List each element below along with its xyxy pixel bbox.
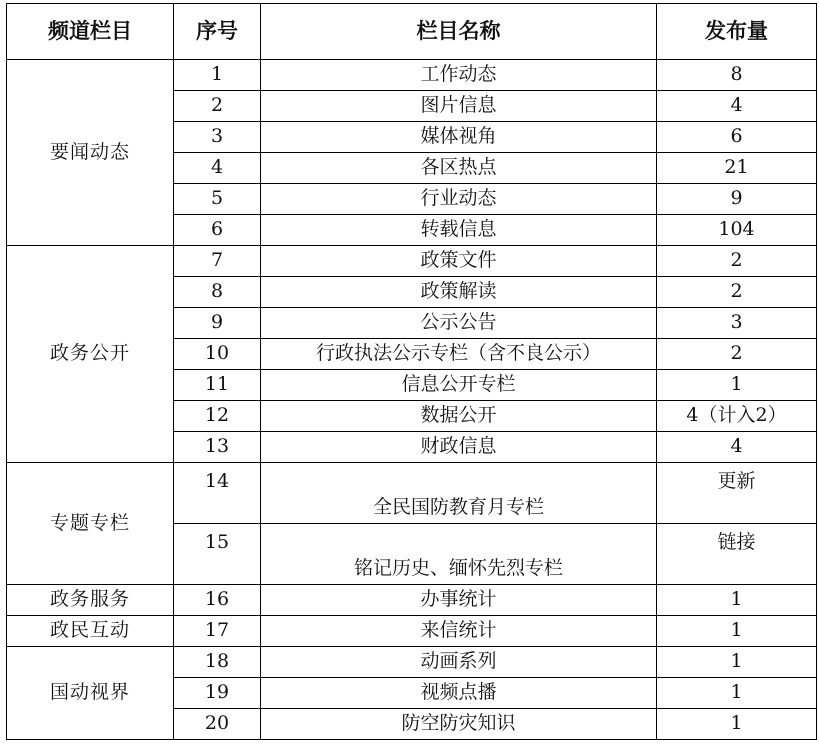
row-count: 链接 bbox=[657, 524, 817, 585]
row-name: 各区热点 bbox=[261, 153, 657, 184]
table-row bbox=[7, 585, 817, 616]
row-no: 7 bbox=[174, 246, 261, 277]
row-name: 来信统计 bbox=[261, 616, 657, 647]
row-count: 6 bbox=[657, 122, 817, 153]
row-no: 16 bbox=[174, 585, 261, 616]
row-count: 3 bbox=[657, 308, 817, 339]
row-name: 视频点播 bbox=[261, 678, 657, 709]
row-name: 信息公开专栏 bbox=[261, 370, 657, 401]
channel-cell: 政务服务 bbox=[7, 585, 174, 616]
row-count: 21 bbox=[657, 153, 817, 184]
table-row bbox=[7, 246, 817, 277]
row-no: 1 bbox=[174, 60, 261, 91]
row-no: 18 bbox=[174, 647, 261, 678]
row-name: 媒体视角 bbox=[261, 122, 657, 153]
row-count: 1 bbox=[657, 678, 817, 709]
header-channel: 频道栏目 bbox=[7, 4, 174, 60]
publication-stats-table bbox=[6, 3, 817, 740]
table-row bbox=[7, 463, 817, 524]
row-count: 1 bbox=[657, 647, 817, 678]
channel-cell: 政民互动 bbox=[7, 616, 174, 647]
header-row bbox=[7, 4, 817, 60]
table-row bbox=[7, 616, 817, 647]
row-count: 9 bbox=[657, 184, 817, 215]
row-no: 15 bbox=[174, 524, 261, 585]
row-no: 6 bbox=[174, 215, 261, 246]
row-name: 办事统计 bbox=[261, 585, 657, 616]
row-count: 104 bbox=[657, 215, 817, 246]
header-no: 序号 bbox=[174, 4, 261, 60]
row-name: 行业动态 bbox=[261, 184, 657, 215]
row-no: 19 bbox=[174, 678, 261, 709]
row-count: 4 bbox=[657, 91, 817, 122]
row-count: 8 bbox=[657, 60, 817, 91]
table-row bbox=[7, 647, 817, 678]
header-name: 栏目名称 bbox=[261, 4, 657, 60]
row-no: 13 bbox=[174, 432, 261, 463]
header-count: 发布量 bbox=[657, 4, 817, 60]
channel-cell: 专题专栏 bbox=[7, 463, 174, 585]
row-count: 2 bbox=[657, 277, 817, 308]
row-name: 公示公告 bbox=[261, 308, 657, 339]
row-no: 2 bbox=[174, 91, 261, 122]
row-name: 政策解读 bbox=[261, 277, 657, 308]
row-name: 政策文件 bbox=[261, 246, 657, 277]
row-no: 11 bbox=[174, 370, 261, 401]
row-count: 1 bbox=[657, 709, 817, 740]
row-count: 4 bbox=[657, 432, 817, 463]
row-name: 行政执法公示专栏（含不良公示） bbox=[261, 339, 657, 370]
row-no: 17 bbox=[174, 616, 261, 647]
row-no: 12 bbox=[174, 401, 261, 432]
row-name: 财政信息 bbox=[261, 432, 657, 463]
channel-cell: 国动视界 bbox=[7, 647, 174, 740]
row-name: 动画系列 bbox=[261, 647, 657, 678]
row-no: 9 bbox=[174, 308, 261, 339]
row-count: 1 bbox=[657, 585, 817, 616]
row-count: 2 bbox=[657, 246, 817, 277]
row-name: 工作动态 bbox=[261, 60, 657, 91]
row-no: 10 bbox=[174, 339, 261, 370]
row-count: 2 bbox=[657, 339, 817, 370]
row-count: 1 bbox=[657, 370, 817, 401]
row-name: 防空防灾知识 bbox=[261, 709, 657, 740]
table-row bbox=[7, 60, 817, 91]
row-count: 4（计入2） bbox=[657, 401, 817, 432]
row-name: 铭记历史、缅怀先烈专栏 bbox=[261, 524, 657, 585]
row-no: 5 bbox=[174, 184, 261, 215]
row-name: 数据公开 bbox=[261, 401, 657, 432]
channel-cell: 政务公开 bbox=[7, 246, 174, 463]
channel-cell: 要闻动态 bbox=[7, 60, 174, 246]
row-count: 1 bbox=[657, 616, 817, 647]
row-no: 8 bbox=[174, 277, 261, 308]
row-no: 3 bbox=[174, 122, 261, 153]
row-count: 更新 bbox=[657, 463, 817, 524]
row-name: 图片信息 bbox=[261, 91, 657, 122]
row-no: 14 bbox=[174, 463, 261, 524]
row-no: 4 bbox=[174, 153, 261, 184]
row-no: 20 bbox=[174, 709, 261, 740]
row-name: 全民国防教育月专栏 bbox=[261, 463, 657, 524]
row-name: 转载信息 bbox=[261, 215, 657, 246]
